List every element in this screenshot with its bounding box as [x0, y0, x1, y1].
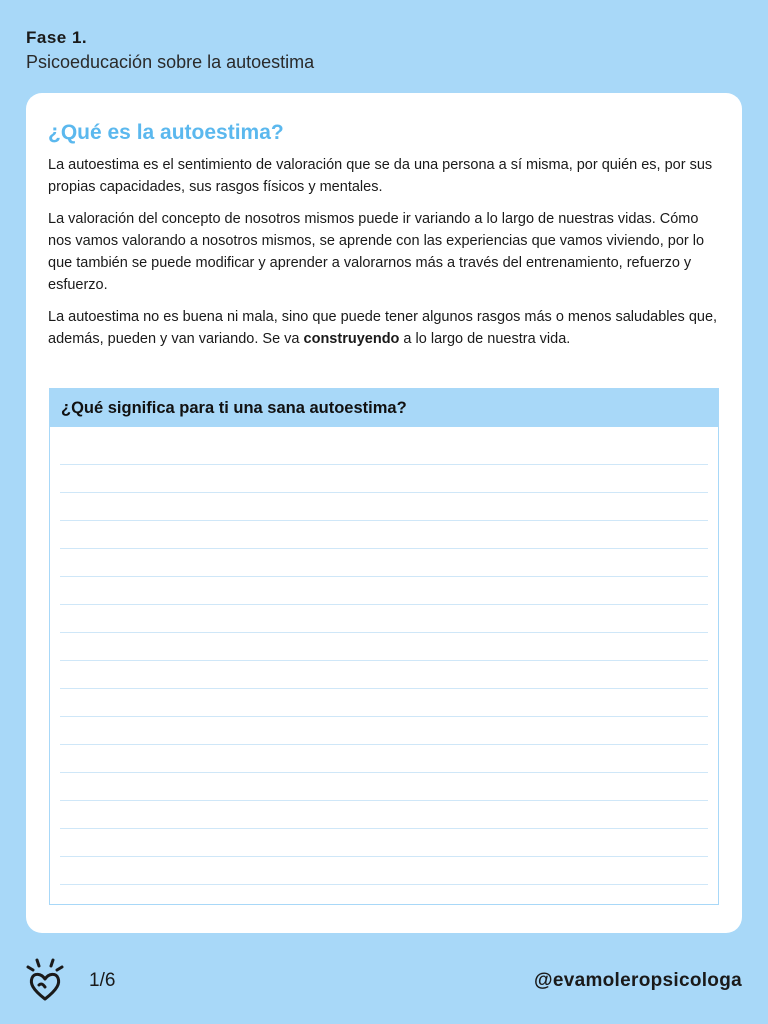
writing-line — [60, 856, 708, 857]
writing-line — [60, 716, 708, 717]
page-number: 1/6 — [89, 970, 116, 991]
writing-line — [60, 548, 708, 549]
writing-line — [60, 688, 708, 689]
phase-label: Fase 1. — [26, 28, 88, 47]
content-card — [26, 93, 742, 933]
heart-logo-icon — [22, 955, 76, 1003]
page-header — [26, 28, 314, 73]
writing-line — [60, 800, 708, 801]
writing-line — [60, 772, 708, 773]
paragraph-3 — [48, 306, 718, 350]
paragraph-1: La autoestima es el sentimiento de valoración que se da una persona a sí misma, por quién es, por sus propias capacidades, sus rasgos físicos y mentales. — [48, 157, 713, 195]
paragraph-3-start: La autoestima no es buena ni mala, sino que puede tener algunos rasgos más o menos saludables que, además, pueden y van variando. Se va — [48, 309, 718, 347]
question-heading: ¿Qué significa para ti una sana autoestima? — [50, 389, 718, 427]
author-handle: @evamoleropsicologa — [534, 970, 742, 991]
paragraph-2: La valoración del concepto de nosotros mismos puede ir variando a lo largo de nuestras vidas. Cómo nos vamos valorando a nosotros mismos, se aprende con las experiencias que vamos viviendo, por lo que también se puede modificar y aprender a valorarnos más a través del entrenamiento, refuerzo y esfuerzo. — [48, 211, 705, 293]
writing-line — [60, 884, 708, 885]
writing-line — [60, 828, 708, 829]
paragraph-3-end: a lo largo de nuestra vida. — [399, 331, 571, 347]
writing-line — [60, 604, 708, 605]
writing-line — [60, 492, 708, 493]
writing-line — [60, 660, 708, 661]
card-title: ¿Qué es la autoestima? — [48, 121, 284, 144]
phase-subtitle: Psicoeducación sobre la autoestima — [26, 52, 315, 72]
writing-area[interactable] — [60, 427, 708, 904]
writing-line — [60, 632, 708, 633]
writing-line — [60, 744, 708, 745]
writing-line — [60, 520, 708, 521]
writing-line — [60, 576, 708, 577]
answer-box — [49, 388, 719, 905]
paragraph-3-emphasis: construyendo — [303, 331, 400, 347]
writing-line — [60, 464, 708, 465]
